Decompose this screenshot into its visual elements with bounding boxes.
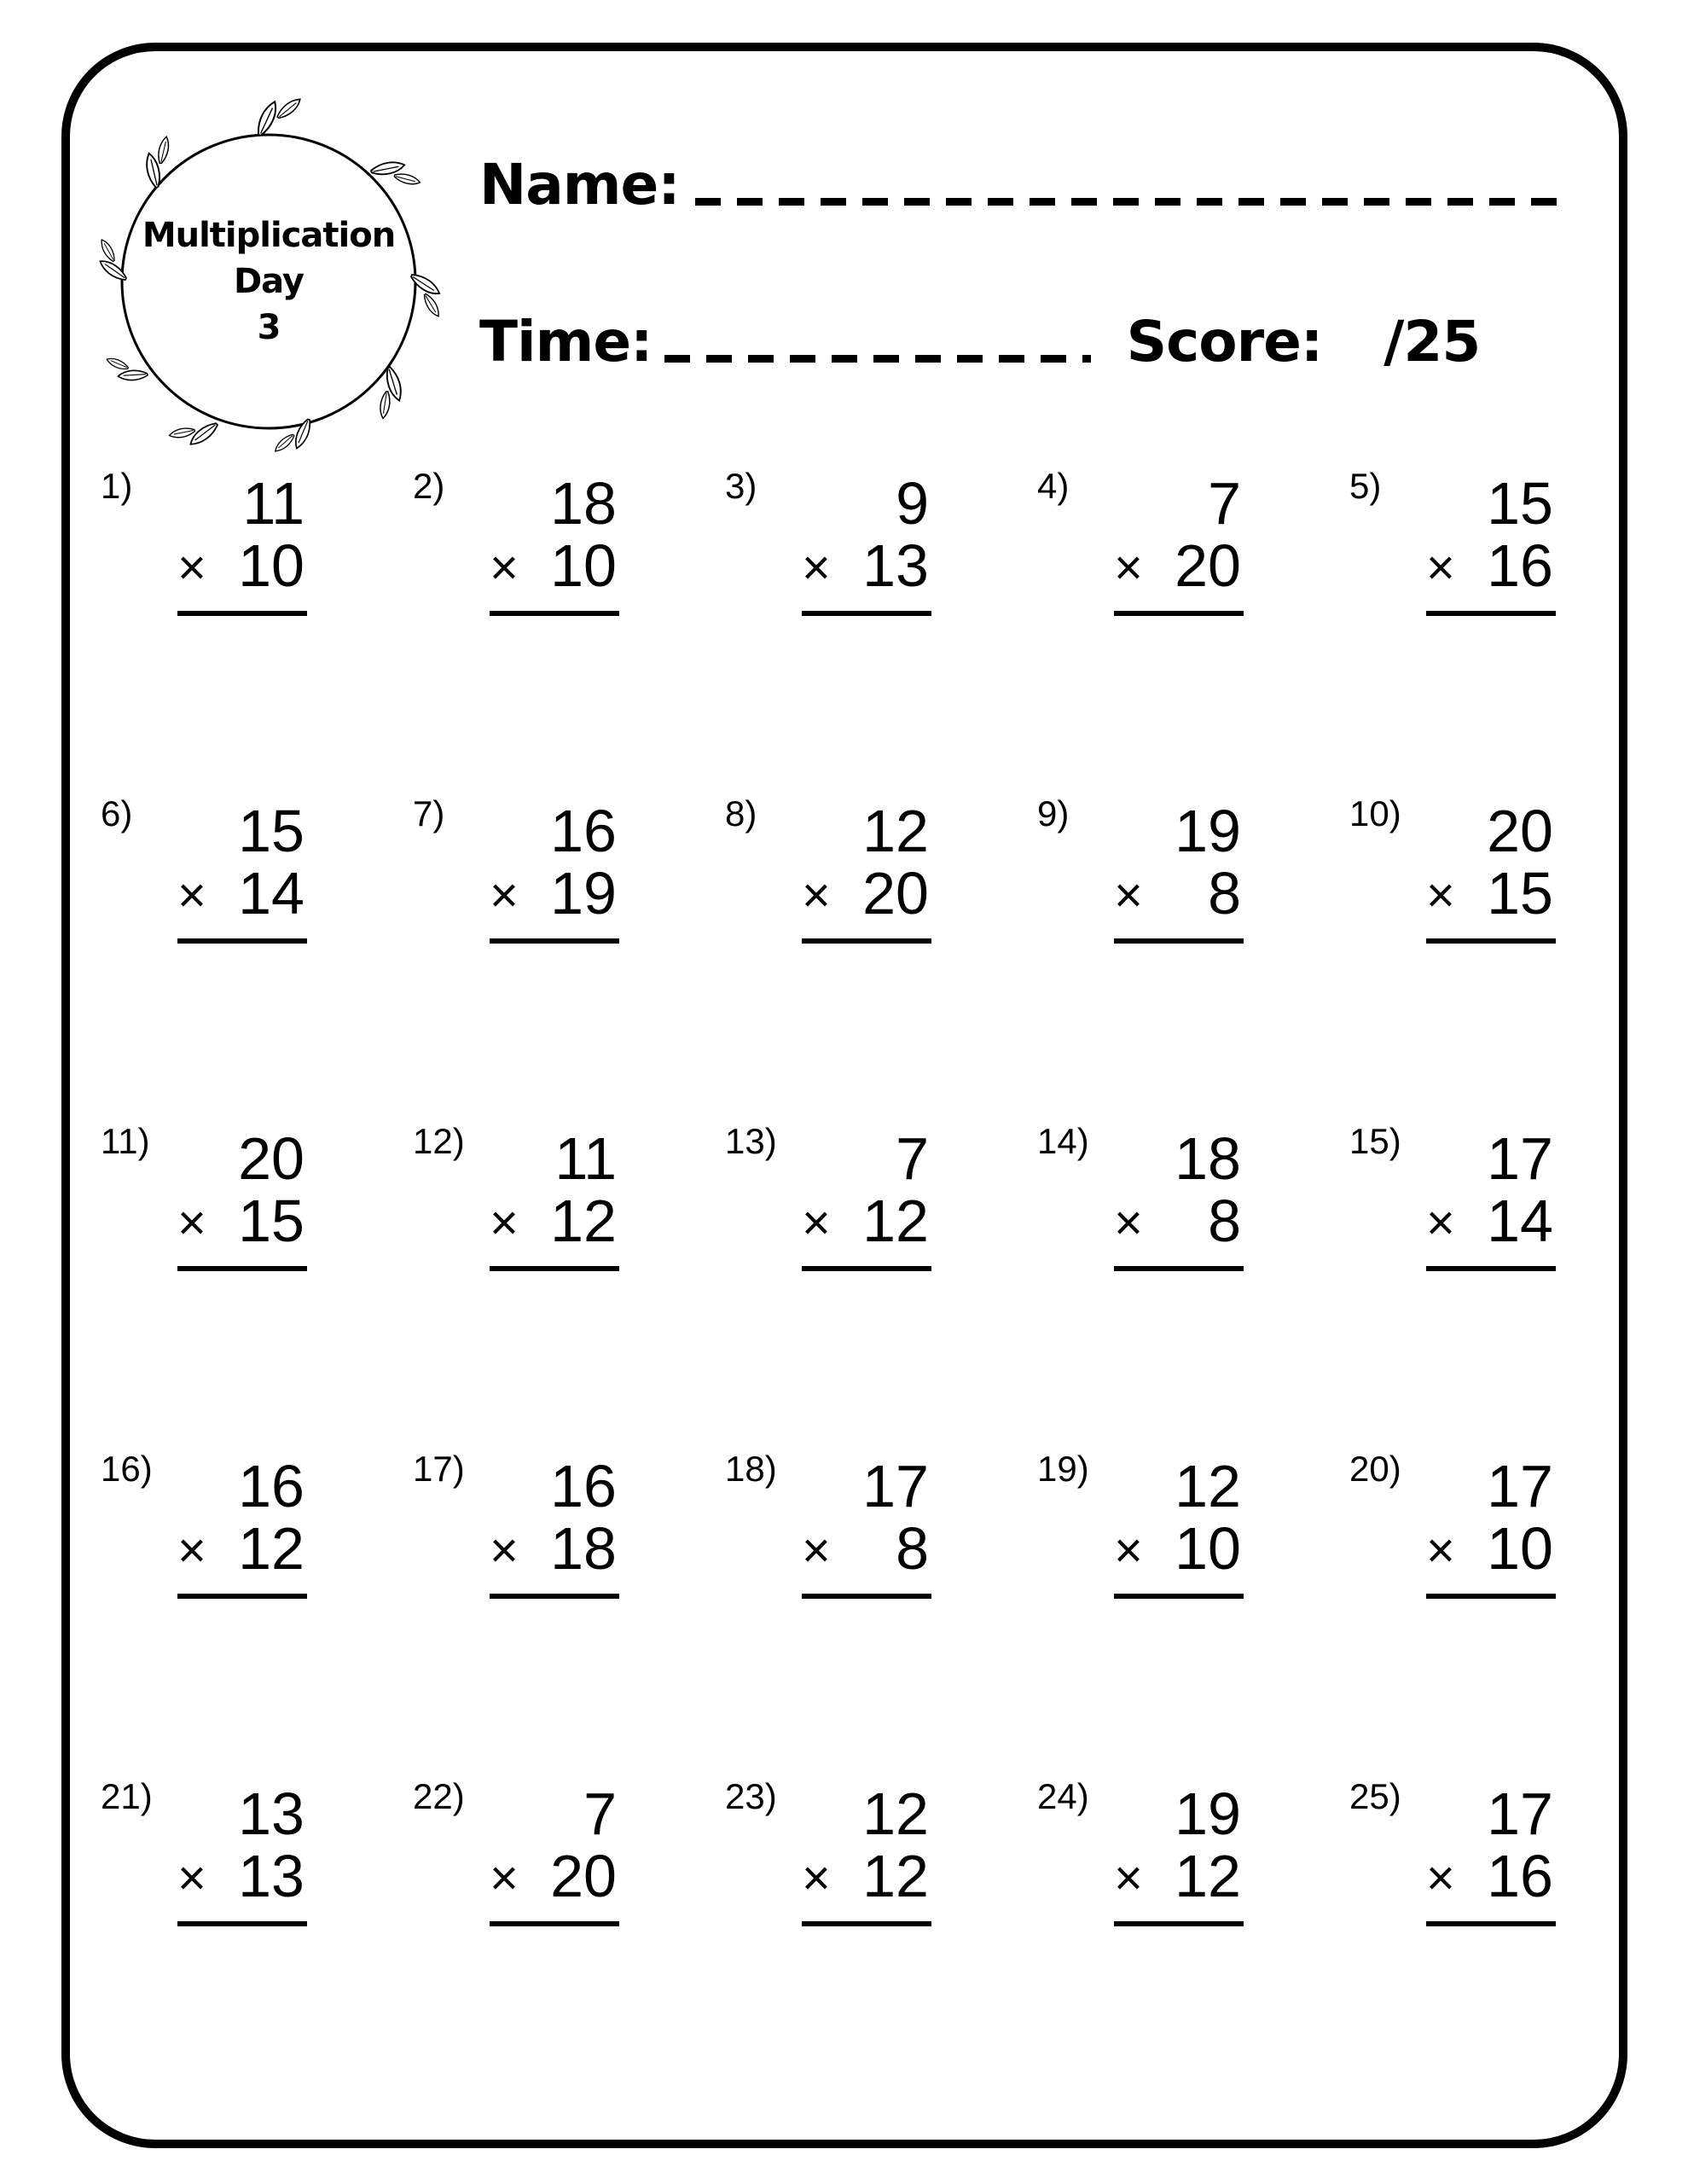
- multiplier: 12: [862, 1842, 929, 1909]
- multiply-icon: ×: [1426, 1194, 1455, 1251]
- problem-stack: [1114, 1445, 1244, 1599]
- multiply-icon: ×: [1426, 1850, 1455, 1906]
- multiply-icon: ×: [802, 539, 831, 595]
- multiply-icon: ×: [1426, 1522, 1455, 1578]
- multiplicand: 15: [1487, 470, 1553, 537]
- multiplier-row: [1114, 1187, 1244, 1271]
- problem-number: 9): [1037, 793, 1070, 834]
- problem[interactable]: [1037, 1445, 1349, 1773]
- multiplier-row: [1114, 531, 1244, 616]
- problem-number: 23): [725, 1776, 777, 1816]
- problem-stack: [177, 1773, 307, 1926]
- multiplicand: 19: [1175, 798, 1241, 864]
- problem-number: 13): [725, 1121, 777, 1161]
- multiply-icon: ×: [1114, 1522, 1143, 1578]
- problem[interactable]: [725, 1773, 1037, 2100]
- multiplicand: 13: [238, 1780, 305, 1847]
- problem-stack: [802, 790, 931, 944]
- multiplier: 10: [1487, 1514, 1553, 1582]
- multiplier: 8: [1208, 1187, 1241, 1254]
- multiplier-row: [802, 1514, 931, 1599]
- multiplier: 8: [1208, 859, 1241, 926]
- problem[interactable]: [1349, 462, 1662, 790]
- problem-number: 25): [1349, 1776, 1401, 1816]
- multiplicand: 17: [1487, 1780, 1553, 1847]
- multiplier-row: [490, 859, 619, 944]
- multiplier: 20: [862, 859, 929, 926]
- worksheet-logo: [81, 94, 456, 469]
- multiplier-row: [802, 1187, 931, 1271]
- problem[interactable]: [725, 1118, 1037, 1445]
- multiplier-row: [1114, 859, 1244, 944]
- multiplier: 14: [238, 859, 305, 926]
- problem-number: 22): [413, 1776, 465, 1816]
- problem-stack: [802, 1118, 931, 1271]
- logo-title-line3: 3: [257, 308, 281, 347]
- multiplicand: 12: [862, 1780, 929, 1847]
- multiplier-row: [802, 859, 931, 944]
- problem[interactable]: [413, 1445, 725, 1773]
- problem-stack: [1114, 1118, 1244, 1271]
- problem-number: 10): [1349, 793, 1401, 834]
- multiply-icon: ×: [490, 539, 519, 595]
- multiplicand: 16: [550, 798, 617, 864]
- multiplier-row: [490, 1187, 619, 1271]
- multiplier: 12: [550, 1187, 617, 1254]
- problem[interactable]: [725, 790, 1037, 1118]
- multiply-icon: ×: [490, 1850, 519, 1906]
- multiply-icon: ×: [177, 1522, 206, 1578]
- problem-number: 24): [1037, 1776, 1089, 1816]
- problem-stack: [802, 462, 931, 616]
- multiplier-row: [802, 531, 931, 616]
- logo-title-line2: Day: [233, 262, 305, 301]
- problem-number: 4): [1037, 466, 1070, 506]
- multiplicand: 9: [896, 470, 929, 537]
- multiplicand: 17: [1487, 1125, 1553, 1192]
- problem[interactable]: [1349, 1773, 1662, 2100]
- multiplicand: 7: [896, 1125, 929, 1192]
- problem[interactable]: [725, 1445, 1037, 1773]
- multiply-icon: ×: [802, 1194, 831, 1251]
- logo-title: [81, 94, 456, 469]
- time-blank-line[interactable]: [664, 355, 1091, 363]
- multiply-icon: ×: [1114, 1194, 1143, 1251]
- problem[interactable]: [413, 1118, 725, 1445]
- multiplier-row: [1114, 1842, 1244, 1926]
- problem-stack: [177, 790, 307, 944]
- problem-stack: [1114, 462, 1244, 616]
- problem[interactable]: [413, 1773, 725, 2100]
- multiplier-row: [802, 1842, 931, 1926]
- multiplier: 10: [550, 531, 617, 599]
- problem-stack: [1426, 1445, 1556, 1599]
- multiply-icon: ×: [1426, 539, 1455, 595]
- multiplicand: 11: [242, 470, 305, 537]
- multiplicand: 11: [554, 1125, 617, 1192]
- multiplicand: 12: [862, 798, 929, 864]
- problem-number: 19): [1037, 1449, 1089, 1489]
- problem[interactable]: [413, 462, 725, 790]
- multiply-icon: ×: [1114, 1850, 1143, 1906]
- name-row: [479, 152, 1567, 218]
- problem-number: 5): [1349, 466, 1382, 506]
- multiply-icon: ×: [177, 1850, 206, 1906]
- multiplicand: 18: [1175, 1125, 1241, 1192]
- multiply-icon: ×: [177, 539, 206, 595]
- multiplier: 15: [238, 1187, 305, 1254]
- problem-stack: [490, 1445, 619, 1599]
- problem-stack: [1426, 462, 1556, 616]
- score-value: /25: [1383, 309, 1481, 375]
- multiply-icon: ×: [490, 1522, 519, 1578]
- multiply-icon: ×: [490, 867, 519, 923]
- problem-number: 6): [101, 793, 133, 834]
- multiplier-row: [490, 1514, 619, 1599]
- problem[interactable]: [1349, 1445, 1662, 1773]
- multiplicand: 16: [550, 1453, 617, 1519]
- multiplier-row: [1114, 1514, 1244, 1599]
- problem-number: 18): [725, 1449, 777, 1489]
- time-label: Time:: [479, 309, 653, 375]
- problem[interactable]: [1349, 790, 1662, 1118]
- score-label: Score:: [1126, 309, 1323, 375]
- problem[interactable]: [101, 790, 413, 1118]
- multiply-icon: ×: [1426, 867, 1455, 923]
- multiplier-row: [1426, 1187, 1556, 1271]
- multiply-icon: ×: [177, 867, 206, 923]
- problem[interactable]: [725, 462, 1037, 790]
- multiplicand: 7: [583, 1780, 617, 1847]
- multiplier: 12: [238, 1514, 305, 1582]
- problem-stack: [1426, 1773, 1556, 1926]
- multiplier: 20: [550, 1842, 617, 1909]
- problem-number: 8): [725, 793, 757, 834]
- multiplier: 13: [238, 1842, 305, 1909]
- multiply-icon: ×: [1114, 867, 1143, 923]
- multiplier: 16: [1487, 531, 1553, 599]
- multiplicand: 18: [550, 470, 617, 537]
- problem[interactable]: [101, 1773, 413, 2100]
- problem-number: 17): [413, 1449, 465, 1489]
- multiplier-row: [177, 859, 307, 944]
- multiplier: 8: [896, 1514, 929, 1582]
- problems-grid: [101, 462, 1662, 2100]
- problem[interactable]: [1349, 1118, 1662, 1445]
- problem-number: 16): [101, 1449, 153, 1489]
- problem-stack: [1114, 1773, 1244, 1926]
- problem-stack: [802, 1773, 931, 1926]
- problem[interactable]: [101, 1118, 413, 1445]
- problem-stack: [490, 462, 619, 616]
- multiplier-row: [490, 1842, 619, 1926]
- problem[interactable]: [101, 1445, 413, 1773]
- problem-stack: [1114, 790, 1244, 944]
- multiplicand: 12: [1175, 1453, 1241, 1519]
- multiplicand: 17: [862, 1453, 929, 1519]
- problem-number: 7): [413, 793, 445, 834]
- multiplier: 12: [862, 1187, 929, 1254]
- time-score-row: [479, 309, 1567, 375]
- multiplicand: 16: [238, 1453, 305, 1519]
- multiplier: 16: [1487, 1842, 1553, 1909]
- multiplier: 19: [550, 859, 617, 926]
- multiplier: 15: [1487, 859, 1553, 926]
- multiply-icon: ×: [802, 867, 831, 923]
- multiplicand: 7: [1208, 470, 1241, 537]
- multiplier: 12: [1175, 1842, 1241, 1909]
- multiply-icon: ×: [177, 1194, 206, 1251]
- multiplier: 13: [862, 531, 929, 599]
- problem-stack: [177, 1118, 307, 1271]
- problem-number: 12): [413, 1121, 465, 1161]
- multiplicand: 17: [1487, 1453, 1553, 1519]
- problem-number: 1): [101, 466, 133, 506]
- multiply-icon: ×: [802, 1850, 831, 1906]
- problem-number: 2): [413, 466, 445, 506]
- multiplier-row: [1426, 859, 1556, 944]
- problem[interactable]: [1037, 1773, 1349, 2100]
- problem[interactable]: [1037, 1118, 1349, 1445]
- multiplier: 18: [550, 1514, 617, 1582]
- problem[interactable]: [413, 790, 725, 1118]
- multiplier: 14: [1487, 1187, 1553, 1254]
- logo-title-line1: Multiplication: [142, 216, 396, 255]
- multiplicand: 19: [1175, 1780, 1241, 1847]
- problem-number: 21): [101, 1776, 153, 1816]
- name-blank-line[interactable]: [695, 198, 1567, 206]
- multiplicand: 20: [238, 1125, 305, 1192]
- multiplier-row: [177, 1514, 307, 1599]
- multiplier: 10: [238, 531, 305, 599]
- problem[interactable]: [1037, 790, 1349, 1118]
- multiplier-row: [490, 531, 619, 616]
- problem[interactable]: [101, 462, 413, 790]
- multiplier-row: [177, 1187, 307, 1271]
- multiply-icon: ×: [1114, 539, 1143, 595]
- problem[interactable]: [1037, 462, 1349, 790]
- multiplier-row: [177, 531, 307, 616]
- problem-number: 11): [101, 1121, 150, 1161]
- multiplier: 10: [1175, 1514, 1241, 1582]
- problem-number: 14): [1037, 1121, 1089, 1161]
- problem-number: 3): [725, 466, 757, 506]
- multiplier: 20: [1175, 531, 1241, 599]
- problem-stack: [490, 790, 619, 944]
- multiplier-row: [177, 1842, 307, 1926]
- multiply-icon: ×: [490, 1194, 519, 1251]
- multiplicand: 15: [238, 798, 305, 864]
- multiply-icon: ×: [802, 1522, 831, 1578]
- multiplicand: 20: [1487, 798, 1553, 864]
- problem-stack: [177, 462, 307, 616]
- multiplier-row: [1426, 1514, 1556, 1599]
- problem-stack: [490, 1118, 619, 1271]
- problem-stack: [802, 1445, 931, 1599]
- name-label: Name:: [479, 152, 680, 218]
- multiplier-row: [1426, 1842, 1556, 1926]
- problem-number: 20): [1349, 1449, 1401, 1489]
- problem-number: 15): [1349, 1121, 1401, 1161]
- multiplier-row: [1426, 531, 1556, 616]
- problem-stack: [1426, 790, 1556, 944]
- problem-stack: [490, 1773, 619, 1926]
- problem-stack: [1426, 1118, 1556, 1271]
- problem-stack: [177, 1445, 307, 1599]
